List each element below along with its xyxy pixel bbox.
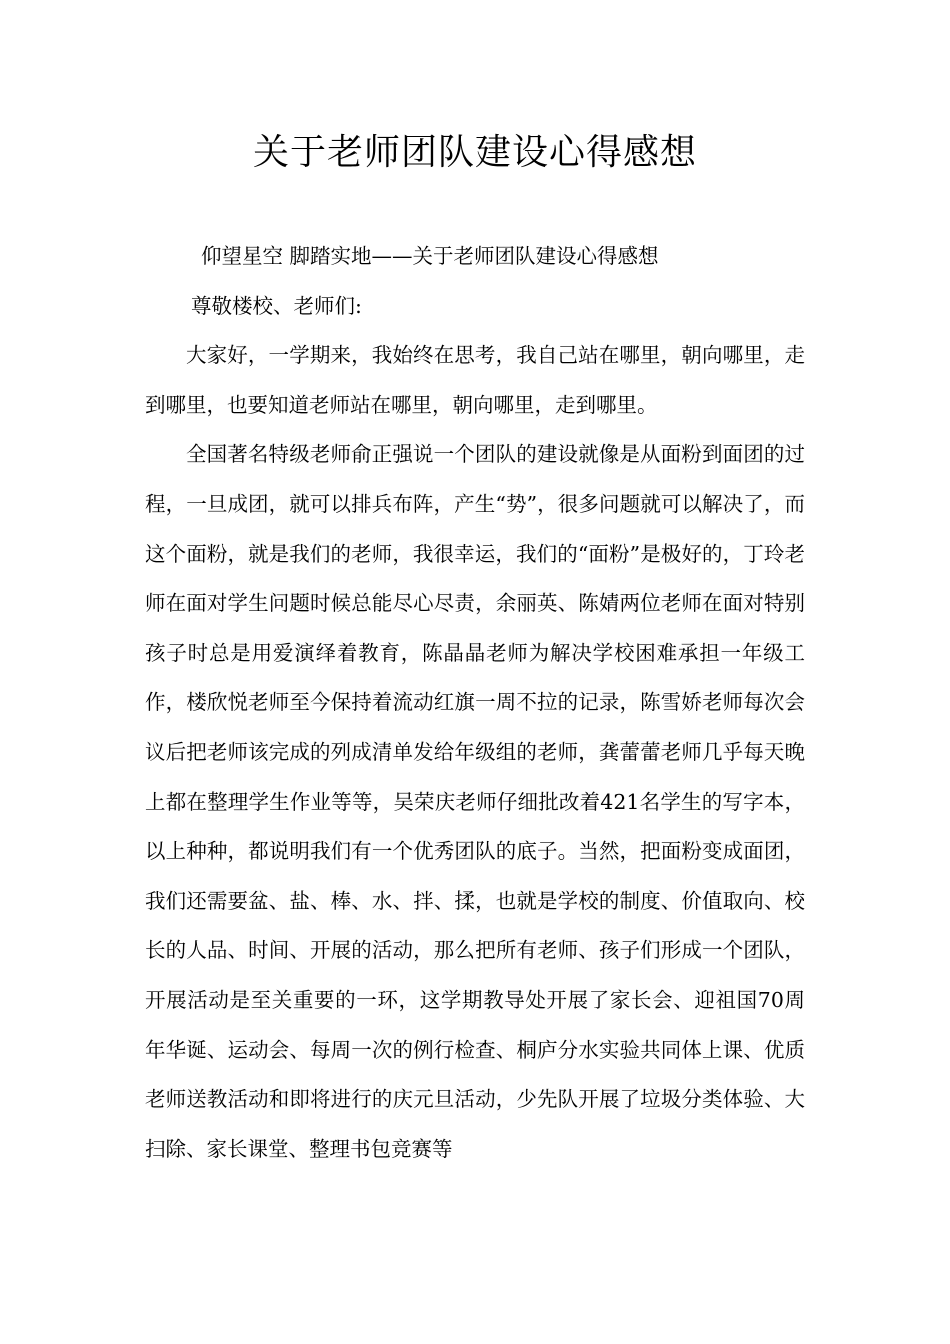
document-title: 关于老师团队建设心得感想 [252, 132, 697, 173]
paragraph-2: 全国著名特级老师俞正强说一个团队的建设就像是从面粉到面团的过程，一旦成团，就可以排兵布阵，产生“势”，很多问题就可以解决了，而这个面粉，就是我们的老师，我很幸运，我们的“面粉”是极好的，丁玲老师在面对学生问题时候总能尽心尽责，余丽英、陈婧两位老师在面对特别孩子时总是用爱演绎着教育，陈晶晶老师为解决学校困难承担一年级工作，楼欣悦老师至今保持着流动红旗一周不拉的记录，陈雪娇老师每次会议后把老师该完成的列成清单发给年级组的老师，龚蕾蕾老师几乎每天晚上都在整理学生作业等等，吴荣庆老师仔细批改着421名学生的写字本，以上种种，都说明我们有一个优秀团队的底子。当然，把面粉变成面团，我们还需要盆、盐、棒、水、拌、揉，也就是学校的制度、价值取向、校长的人品、时间、开展的活动，那么把所有老师、孩子们形成一个团队，开展活动是至关重要的一环，这学期教导处开展了家长会、迎祖国70周年华诞、运动会、每周一次的例行检查、桐庐分水实验共同体上课、优质老师送教活动和即将进行的庆元旦活动，少先队开展了垃圾分类体验、大扫除、家长课堂、整理书包竞赛等 [145, 442, 805, 1161]
salutation: 尊敬楼校、老师们: [191, 293, 362, 318]
document-body [145, 232, 805, 1174]
document-subtitle: 仰望星空 脚踏实地——关于老师团队建设心得感想 [201, 244, 659, 268]
paragraph-1: 大家好，一学期来，我始终在思考，我自己站在哪里，朝向哪里，走到哪里，也要知道老师站在哪里，朝向哪里，走到哪里。 [145, 343, 805, 417]
